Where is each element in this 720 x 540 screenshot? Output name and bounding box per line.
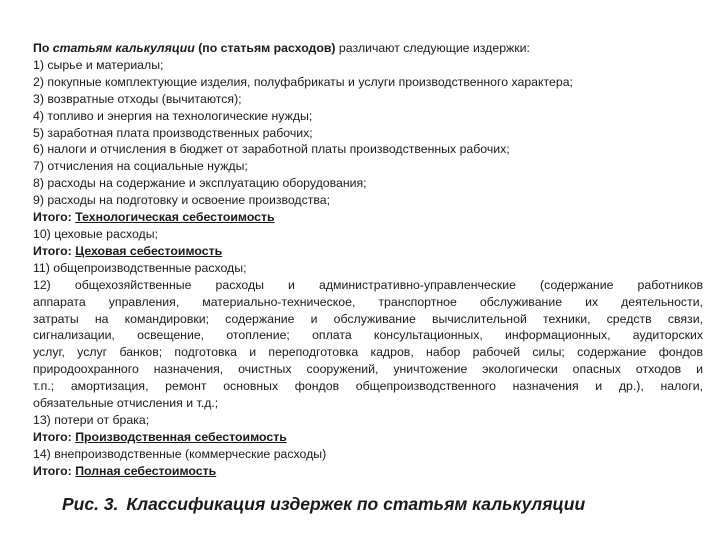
list-item: 7) отчисления на социальные нужды; [33,159,248,174]
intro-line [33,40,703,57]
list-item: 8) расходы на содержание и эксплуатацию оборудования; [33,176,367,191]
list-item: 9) расходы на подготовку и освоение производства; [33,193,331,208]
total-technological-cost: Технологическая себестоимость [75,210,275,225]
total-production-cost: Производственная себестоимость [75,429,287,444]
item-12-last-line: обязательные отчисления и т.д.; [33,396,219,411]
document-text [33,40,703,480]
list-item: 4) топливо и энергия на технологические нужды; [33,108,313,123]
total-label: Итого: [33,243,76,258]
total-line [33,209,703,226]
figure-caption [62,494,682,515]
total-line [33,463,703,480]
total-line [33,243,703,260]
item-12-line: 12) общехозяйственные расходы и административно-управленческие (содержание работников [33,277,703,292]
figure-caption-text: Классификация издержек по статьям калькуляции [126,494,586,514]
list-item: 2) покупные комплектующие изделия, полуфабрикаты и услуги производственного характера; [33,74,573,89]
item-12-line: т.п.; амортизация, ремонт основных фондов общепроизводственного назначения и др.), налоги, [33,379,703,394]
total-full-cost: Полная себестоимость [75,463,217,478]
item-12-line: услуг, услуг банков; подготовка и переподготовка кадров, набор рабочей силы; содержание фондов [33,345,703,360]
item-12-line: сигнализации, освещение, отопление; оплата консультационных, информационных, аудиторских [33,328,703,343]
total-label: Итого: [33,210,76,225]
list-item: 10) цеховые расходы; [33,226,158,241]
intro-prefix: По [33,41,53,55]
item-12-line: природоохранного назначения, очистных сооружений, уничтожение экологически опасных отходов и [33,362,703,377]
list-item: 11) общепроизводственные расходы; [33,260,247,275]
figure-caption-prefix: Рис. 3. [62,494,119,514]
intro-bold-term: (по статьям расходов) [194,41,336,55]
list-item: 6) налоги и отчисления в бюджет от заработной платы производственных рабочих; [33,142,510,157]
item-12-line: затраты на командировки; содержание и обслуживание вычислительной техники, средств связи, [33,311,703,326]
list-item: 5) заработная плата производственных рабочих; [33,125,313,140]
total-line [33,429,703,446]
intro-italic-term: статьям калькуляции [52,41,195,55]
list-item: 3) возвратные отходы (вычитаются); [33,91,242,106]
list-item: 1) сырье и материалы; [33,57,164,72]
list-item: 14) внепроизводственные (коммерческие расходы) [33,446,327,461]
intro-rest: различают следующие издержки: [335,41,530,55]
total-label: Итого: [33,429,76,444]
item-12-line: аппарата управления, материально-техническое, транспортное обслуживание их деятельности, [33,294,703,309]
total-label: Итого: [33,463,76,478]
list-item: 13) потери от брака; [33,412,150,427]
total-shop-cost: Цеховая себестоимость [75,243,223,258]
